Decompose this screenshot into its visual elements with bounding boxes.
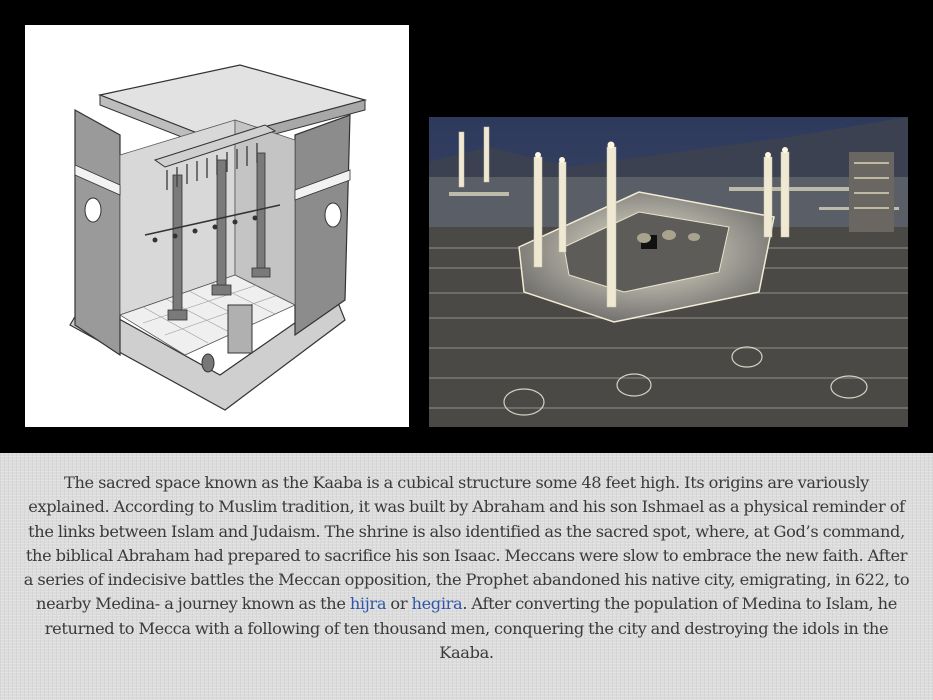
- caption-connector: or: [386, 594, 412, 614]
- kaaba-drawing-svg: [25, 25, 409, 427]
- caption-part-1: The sacred space known as the Kaaba is a cubical structure some 48 feet high. Its origins are variously explained. According to Muslim tradition, it was built by Abraham and his son Ishmael as a physical reminder of the links between Islam and Judaism. The shrine is also identified as the sacred spot, where, at God’s command, the biblical Abraham had prepared to sacrifice his son Isaac. Meccans were slow to embrace the new faith. After a series of indecisive battles the Meccan opposition, the Prophet abandoned his native city, emigrating, in 622, to nearby Medina- a journey known as the: [23, 473, 910, 614]
- caption-text: [22, 471, 911, 665]
- masjid-al-haram-night-photo: [429, 117, 908, 427]
- caption-area: [0, 453, 933, 700]
- hijra-link[interactable]: hijra: [349, 594, 387, 614]
- caption-part-2: . After converting the population of Medina to Islam, he returned to Mecca with a following of ten thousand men, conquering the city and destroying the idols in the Kaaba.: [44, 594, 897, 663]
- kaaba-cutaway-drawing: [25, 25, 409, 427]
- hegira-link[interactable]: hegira: [411, 594, 463, 614]
- mosque-photo-svg: [429, 117, 908, 427]
